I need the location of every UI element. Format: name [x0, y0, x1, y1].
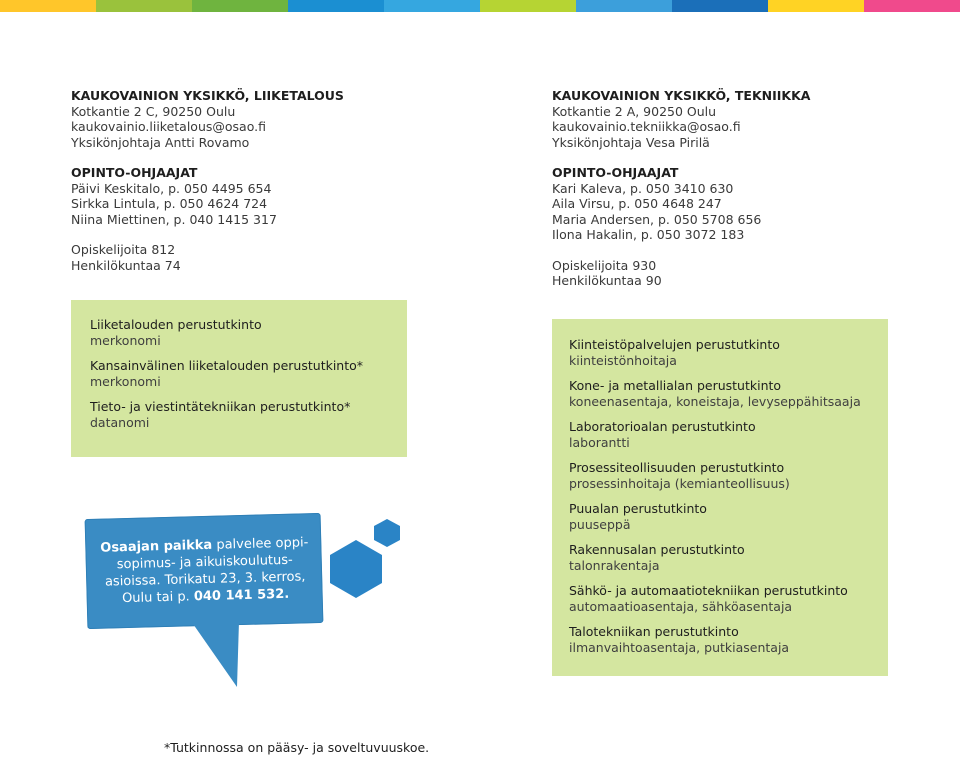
right-programs-box [552, 319, 888, 676]
program-titles: kiinteistönhoitaja [569, 353, 677, 368]
left-counselor: Niina Miettinen, p. 040 1415 317 [71, 211, 277, 227]
color-stripe-segment [576, 0, 672, 12]
program-titles: laborantti [569, 435, 630, 450]
bubble-tail [191, 621, 241, 689]
right-unit-head: Yksikönjohtaja Vesa Pirilä [552, 134, 710, 150]
right-counselor: Ilona Hakalin, p. 050 3072 183 [552, 227, 745, 242]
program-titles: merkonomi [90, 333, 161, 348]
right-unit-address: Kotkantie 2 A, 90250 Oulu [552, 103, 717, 119]
bubble-line2: sopimus- ja aikuiskoulutus- [116, 552, 293, 573]
left-counselor: Päivi Keskitalo, p. 050 4495 654 [71, 180, 272, 196]
bubble-line3: asioissa. Torikatu 23, 3. kerros, [104, 569, 306, 590]
program-titles: merkonomi [90, 374, 161, 389]
left-programs-box [71, 300, 407, 457]
program-name: Sähkö- ja automaatiotekniikan perustutkinto [569, 583, 848, 598]
program-titles: puuseppä [569, 517, 631, 532]
info-speech-bubble [86, 516, 326, 686]
right-unit-email[interactable]: kaukovainio.tekniikka@osao.fi [552, 119, 741, 134]
right-counselor: Kari Kaleva, p. 050 3410 630 [552, 180, 734, 196]
right-students-count: Opiskelijoita 930 [552, 257, 657, 273]
program-name: Laboratorioalan perustutkinto [569, 419, 756, 434]
color-stripe-segment [480, 0, 576, 12]
program-name: Kansainvälinen liiketalouden perustutkinto* [90, 358, 364, 373]
left-counselors-heading: OPINTO-OHJAAJAT [71, 165, 198, 180]
right-unit-title: KAUKOVAINION YKSIKKÖ, TEKNIIKKA [552, 88, 811, 103]
footnote: *Tutkinnossa on pääsy- ja soveltuvuuskoe. [164, 740, 430, 755]
program-titles: prosessinhoitaja (kemianteollisuus) [569, 476, 790, 491]
program-titles: automaatioasentaja, sähköasentaja [569, 599, 793, 614]
color-stripe-segment [864, 0, 960, 12]
program-name: Kone- ja metallialan perustutkinto [569, 378, 782, 393]
left-staff-count: Henkilökuntaa 74 [71, 257, 181, 273]
program-name: Tieto- ja viestintätekniikan perustutkinto* [90, 399, 351, 414]
left-unit-address: Kotkantie 2 C, 90250 Oulu [71, 103, 236, 119]
hexagon-decoration-small [374, 519, 400, 547]
program-titles: talonrakentaja [569, 558, 660, 573]
program-name: Liiketalouden perustutkinto [90, 317, 262, 332]
left-unit-title: KAUKOVAINION YKSIKKÖ, LIIKETALOUS [71, 88, 344, 103]
bubble-phone: 040 141 532. [193, 586, 290, 605]
hexagon-decoration-large [330, 540, 382, 598]
color-stripe-segment [192, 0, 288, 12]
bubble-lead: Osaajan paikka [100, 537, 213, 556]
bubble-text [93, 534, 317, 608]
right-unit-contact [552, 88, 810, 289]
program-name: Prosessiteollisuuden perustutkinto [569, 460, 785, 475]
program-titles: ilmanvaihtoasentaja, putkiasentaja [569, 640, 790, 655]
color-stripe-segment [384, 0, 480, 12]
program-name: Kiinteistöpalvelujen perustutkinto [569, 337, 780, 352]
color-stripe-segment [672, 0, 768, 12]
program-name: Puualan perustutkinto [569, 501, 707, 516]
color-stripe-segment [768, 0, 864, 12]
left-unit-email[interactable]: kaukovainio.liiketalous@osao.fi [71, 119, 266, 134]
right-counselor: Maria Andersen, p. 050 5708 656 [552, 211, 762, 227]
color-stripe [0, 0, 960, 12]
color-stripe-segment [288, 0, 384, 12]
left-students-count: Opiskelijoita 812 [71, 242, 176, 257]
right-staff-count: Henkilökuntaa 90 [552, 273, 662, 288]
left-counselor: Sirkka Lintula, p. 050 4624 724 [71, 196, 268, 211]
right-counselors-heading: OPINTO-OHJAAJAT [552, 165, 679, 180]
bubble-line1: palvelee oppi- [212, 535, 309, 553]
color-stripe-segment [96, 0, 192, 12]
color-stripe-segment [0, 0, 96, 12]
program-titles: datanomi [90, 415, 150, 430]
bubble-line4: Oulu tai p. [121, 589, 195, 607]
program-name: Talotekniikan perustutkinto [569, 624, 739, 639]
right-counselor: Aila Virsu, p. 050 4648 247 [552, 196, 722, 211]
left-unit-head: Yksikönjohtaja Antti Rovamo [71, 134, 250, 150]
left-unit-contact [71, 88, 344, 273]
program-titles: koneenasentaja, koneistaja, levyseppähitsaaja [569, 394, 861, 409]
program-name: Rakennusalan perustutkinto [569, 542, 745, 557]
